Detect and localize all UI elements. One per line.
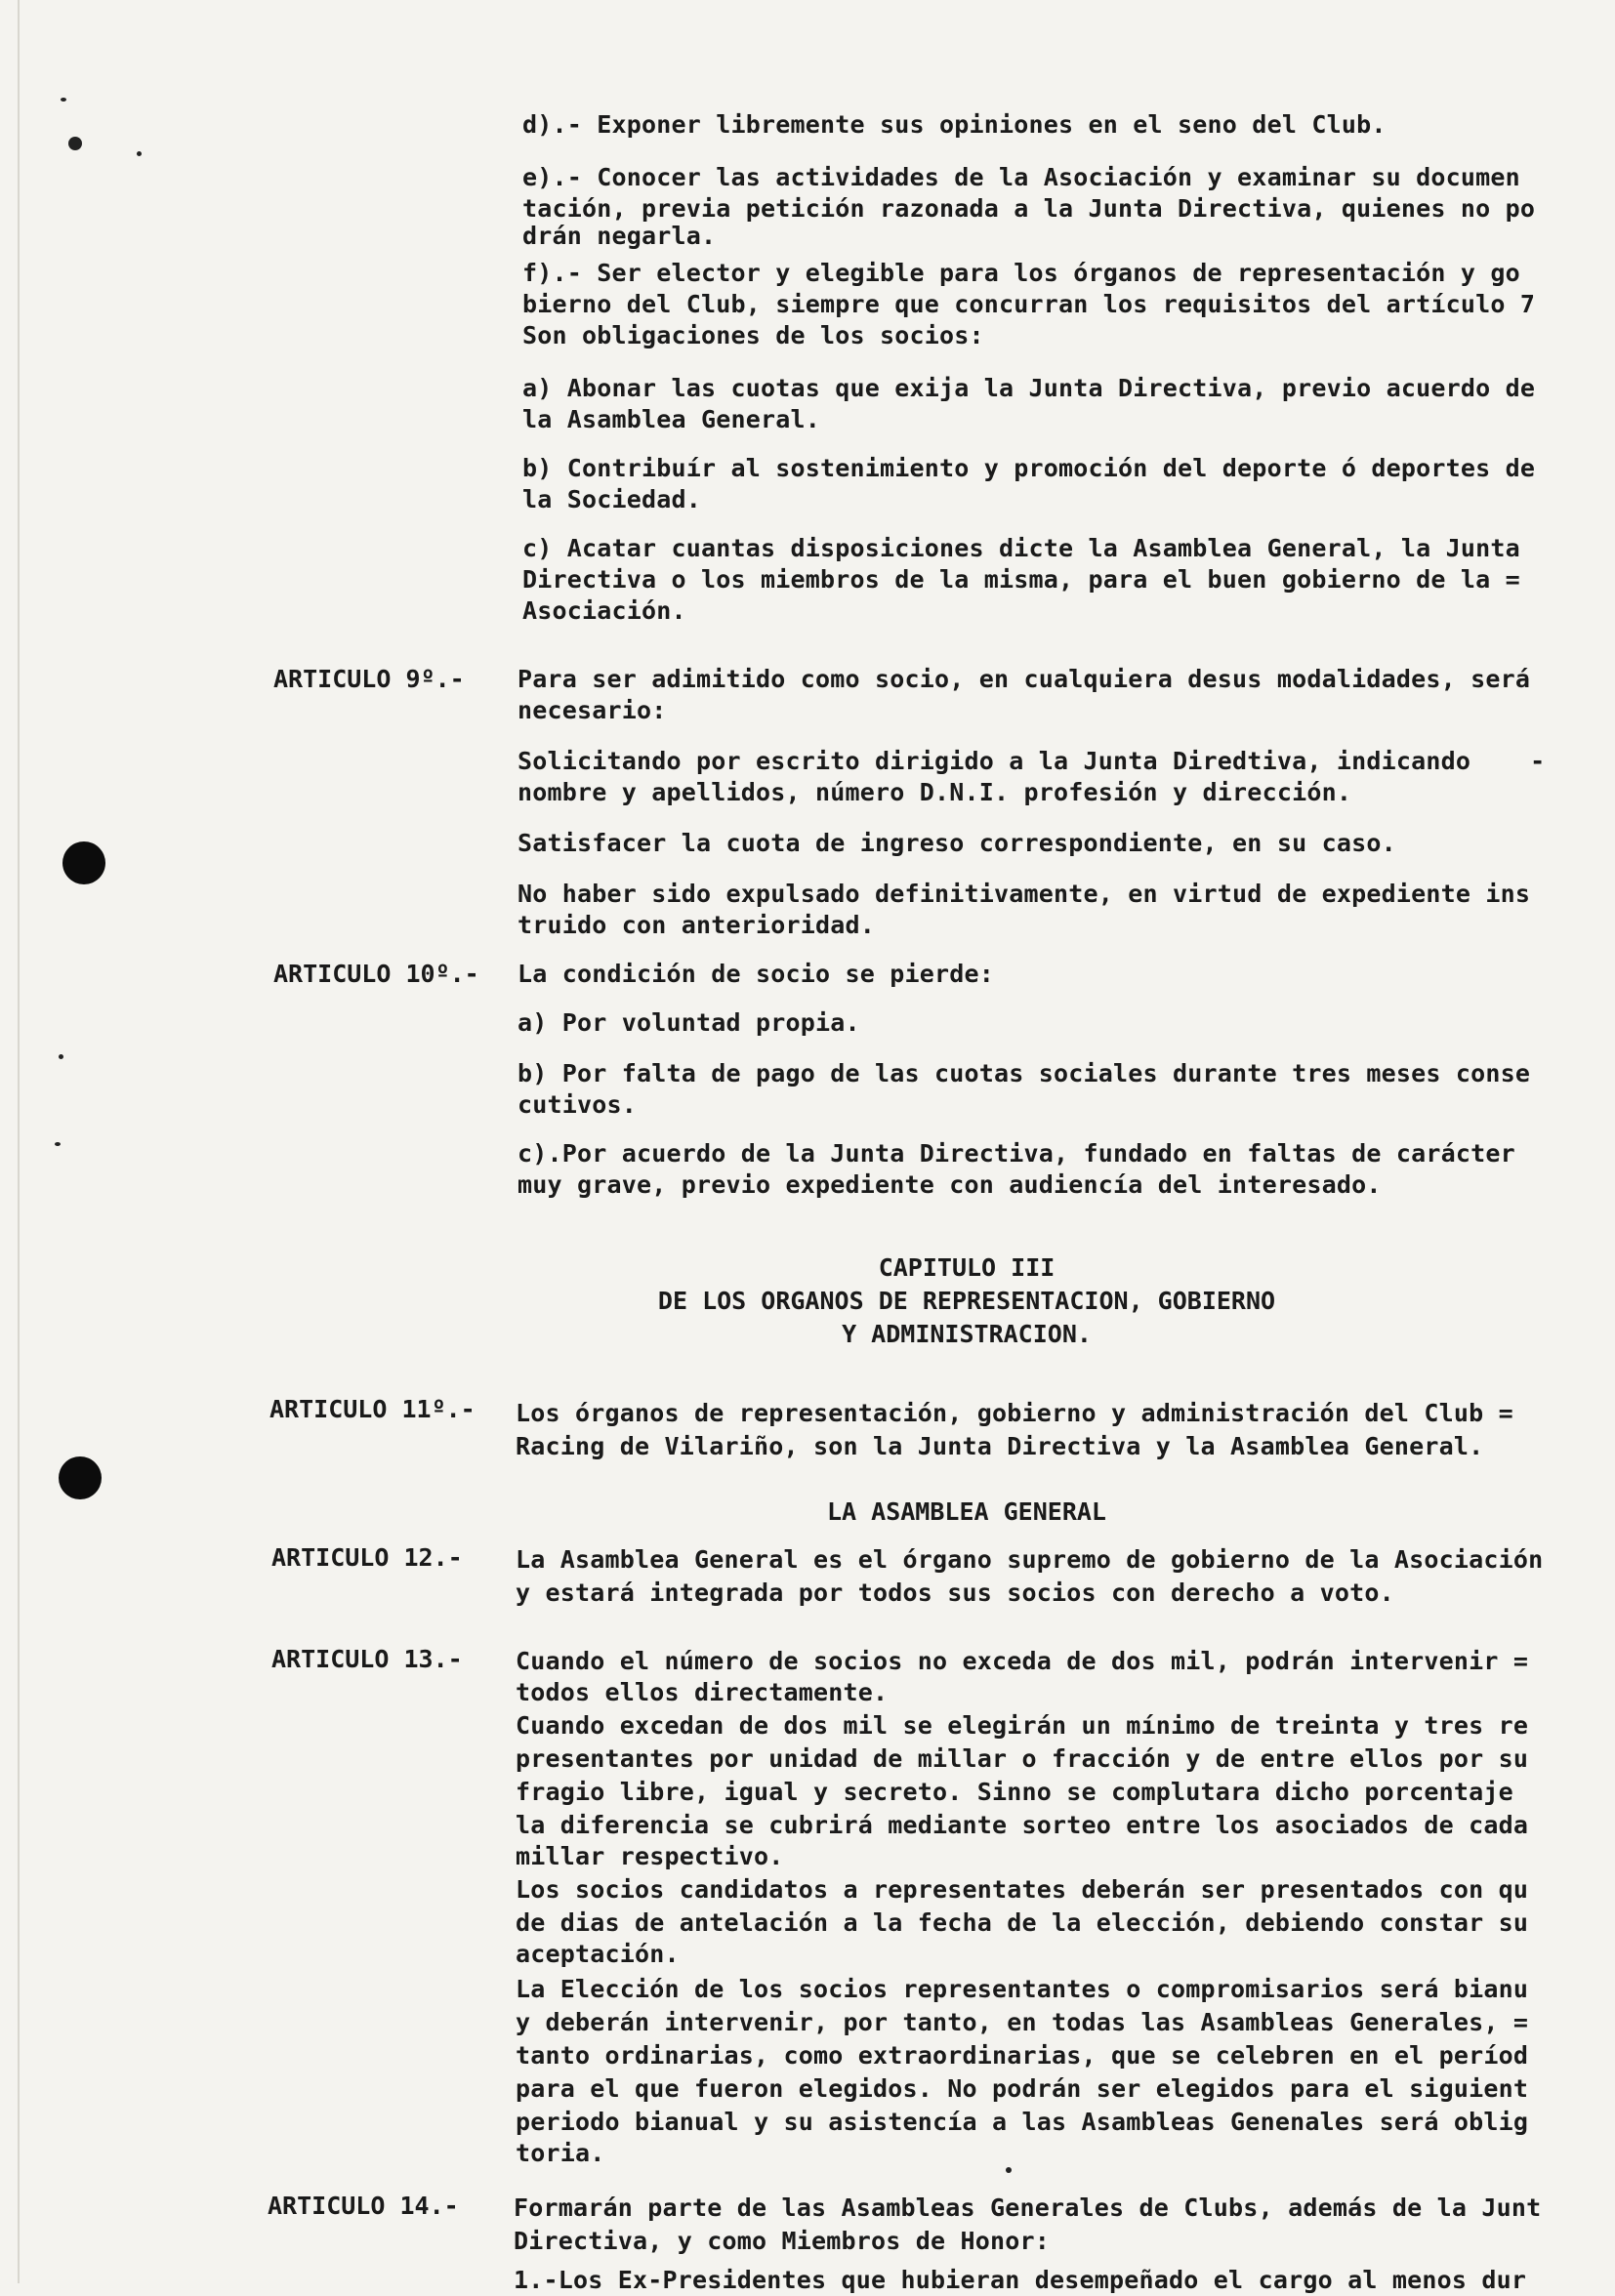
article-9-p3-line-2: truido con anterioridad. (518, 911, 876, 939)
article-9-p1-line-1: Solicitando por escrito dirigido a la Junta Diredtiva, indicando - (518, 747, 1546, 775)
article-13-line: fragio libre, igual y secreto. Sinno se complutara dicho porcentaje (516, 1778, 1513, 1806)
obligations-intro: Son obligaciones de los socios: (522, 321, 984, 349)
article-10-text: La condición de socio se pierde: (518, 960, 995, 988)
article-13-line: para el que fueron elegidos. No podrán ser elegidos para el siguient (516, 2074, 1529, 2103)
article-13-line: presentantes por unidad de millar o fracción y de entre ellos por su (516, 1744, 1529, 1773)
item-f-line-1: f).- Ser elector y elegible para los órganos de representación y go (522, 259, 1520, 287)
punch-hole-top (62, 841, 105, 884)
section-title: LA ASAMBLEA GENERAL (827, 1497, 1106, 1526)
article-13-line: millar respectivo. (516, 1842, 784, 1870)
article-14-line-1: Formarán parte de las Asambleas Generales de Clubs, además de la Junt (514, 2194, 1542, 2222)
article-10-b-line-2: cutivos. (518, 1090, 638, 1119)
article-9-p1-line-2: nombre y apellidos, número D.N.I. profesión y dirección. (518, 778, 1352, 806)
article-12-line-1: La Asamblea General es el órgano supremo de gobierno de la Asociación (516, 1545, 1544, 1574)
article-9-line-2: necesario: (518, 696, 667, 724)
article-10-c-line-1: c).Por acuerdo de la Junta Directiva, fundado en faltas de carácter (518, 1139, 1515, 1168)
article-13-line: Cuando el número de socios no exceda de dos mil, podrán intervenir = (516, 1647, 1529, 1675)
obligation-c-line-2: Directiva o los miembros de la misma, para el buen gobierno de la = (522, 565, 1520, 594)
chapter-subtitle-2: Y ADMINISTRACION. (842, 1320, 1092, 1348)
item-e-line-2: tación, previa petición razonada a la Junta Directiva, quienes no po (522, 194, 1536, 223)
punch-hole-bottom (59, 1456, 102, 1499)
page-edge (18, 0, 20, 2283)
item-f-line-2: bierno del Club, siempre que concurran los requisitos del artículo 7 (522, 290, 1536, 318)
article-11-line-1: Los órganos de representación, gobierno y administración del Club = (516, 1399, 1513, 1427)
obligation-c-line-3: Asociación. (522, 596, 686, 625)
article-12-label: ARTICULO 12.- (271, 1543, 463, 1572)
article-9-p2: Satisfacer la cuota de ingreso correspondiente, en su caso. (518, 829, 1396, 857)
obligation-a-line-1: a) Abonar las cuotas que exija la Junta Directiva, previo acuerdo de (522, 374, 1536, 402)
article-13-line: toria. (516, 2139, 605, 2167)
article-13-line: periodo bianual y su asistencía a las Asambleas Genenales será oblig (516, 2108, 1529, 2136)
article-9-line-1: Para ser adimitido como socio, en cualquiera desus modalidades, será (518, 665, 1531, 693)
article-13-line: y deberán intervenir, por tanto, en todas las Asambleas Generales, = (516, 2008, 1529, 2036)
obligation-a-line-2: la Asamblea General. (522, 405, 821, 433)
article-13-line: la diferencia se cubrirá mediante sorteo entre los asociados de cada (516, 1811, 1529, 1839)
article-9-label: ARTICULO 9º.- (273, 665, 465, 693)
article-10-a: a) Por voluntad propia. (518, 1008, 860, 1037)
article-10-label: ARTICULO 10º.- (273, 960, 479, 988)
article-11-line-2: Racing de Vilariño, son la Junta Directiva y la Asamblea General. (516, 1432, 1484, 1460)
article-11-label: ARTICULO 11º.- (269, 1395, 476, 1423)
article-14-label: ARTICULO 14.- (268, 2192, 459, 2220)
article-12-line-2: y estará integrada por todos sus socios con derecho a voto. (516, 1578, 1394, 1607)
article-14-cut-line: 1.-Los Ex-Presidentes que hubieran desempeñado el cargo al menos dur (514, 2266, 1527, 2294)
obligation-b-line-1: b) Contribuír al sostenimiento y promoción del deporte ó deportes de (522, 454, 1536, 482)
article-13-line: tanto ordinarias, como extraordinarias, que se celebren en el períod (516, 2041, 1529, 2070)
article-13-line: aceptación. (516, 1940, 680, 1968)
item-e-line-1: e).- Conocer las actividades de la Asociación y examinar su documen (522, 163, 1520, 191)
article-13-line: Cuando excedan de dos mil se elegirán un mínimo de treinta y tres re (516, 1711, 1529, 1740)
ink-speck (59, 1054, 63, 1059)
item-d: d).- Exponer libremente sus opiniones en el seno del Club. (522, 110, 1387, 139)
ink-speck (55, 1142, 61, 1146)
article-10-c-line-2: muy grave, previo expediente con audiencía del interesado. (518, 1170, 1382, 1199)
ink-speck (61, 98, 66, 102)
ink-speck (68, 137, 82, 150)
article-13-line: todos ellos directamente. (516, 1678, 889, 1706)
article-13-line: de dias de antelación a la fecha de la elección, debiendo constar su (516, 1908, 1529, 1937)
article-14-line-2: Directiva, y como Miembros de Honor: (514, 2227, 1051, 2255)
article-13-line: La Elección de los socios representantes o compromisarios será bianu (516, 1975, 1529, 2003)
chapter-title: CAPITULO III (878, 1253, 1056, 1282)
chapter-subtitle-1: DE LOS ORGANOS DE REPRESENTACION, GOBIERNO (657, 1287, 1276, 1315)
article-9-p3-line-1: No haber sido expulsado definitivamente, en virtud de expediente ins (518, 880, 1531, 908)
ink-speck (137, 151, 142, 156)
obligation-c-line-1: c) Acatar cuantas disposiciones dicte la Asamblea General, la Junta (522, 534, 1520, 562)
article-10-b-line-1: b) Por falta de pago de las cuotas sociales durante tres meses conse (518, 1059, 1531, 1087)
article-13-line: Los socios candidatos a representates deberán ser presentados con qu (516, 1875, 1529, 1904)
obligation-b-line-2: la Sociedad. (522, 485, 702, 513)
item-e-line-3: drán negarla. (522, 222, 717, 250)
article-13-label: ARTICULO 13.- (271, 1645, 463, 1673)
